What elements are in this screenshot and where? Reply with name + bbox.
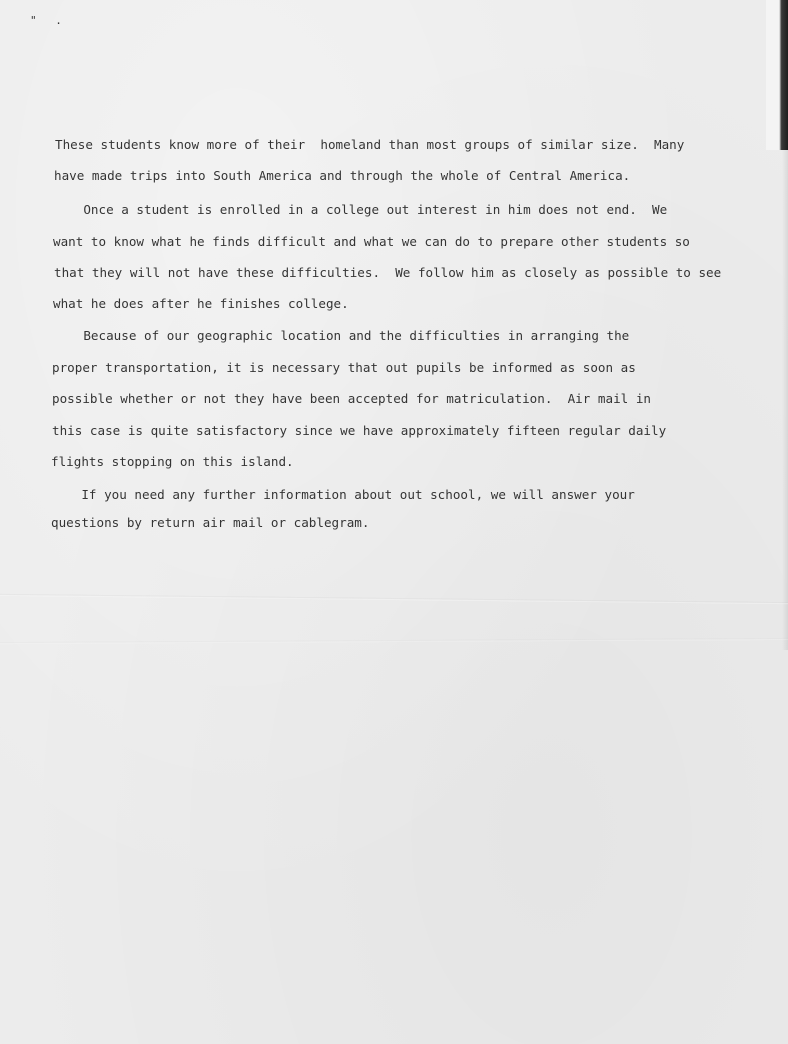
text-line: questions by return air mail or cablegram. <box>51 515 370 530</box>
text-line: what he does after he finishes college. <box>53 296 349 311</box>
text-line: want to know what he finds difficult and what we can do to prepare other students so <box>53 234 690 249</box>
text-line: that they will not have these difficulties. We follow him as closely as possible to see <box>54 265 722 280</box>
text-line: flights stopping on this island. <box>51 454 294 469</box>
text-line: possible whether or not they have been accepted for matriculation. Air mail in <box>52 391 651 406</box>
text-line: Once a student is enrolled in a college out interest in him does not end. We <box>53 202 668 217</box>
text-line: Because of our geographic location and the difficulties in arranging the <box>53 328 630 343</box>
text-line: If you need any further information about out school, we will answer your <box>51 487 635 502</box>
corner-mark: " . <box>30 14 68 27</box>
text-line: this case is quite satisfactory since we have approximately fifteen regular daily <box>52 423 667 438</box>
text-line: have made trips into South America and through the whole of Central America. <box>54 168 631 183</box>
text-line: These students know more of their homeland than most groups of similar size. Many <box>55 137 685 152</box>
text-line: proper transportation, it is necessary that out pupils be informed as soon as <box>52 360 636 375</box>
